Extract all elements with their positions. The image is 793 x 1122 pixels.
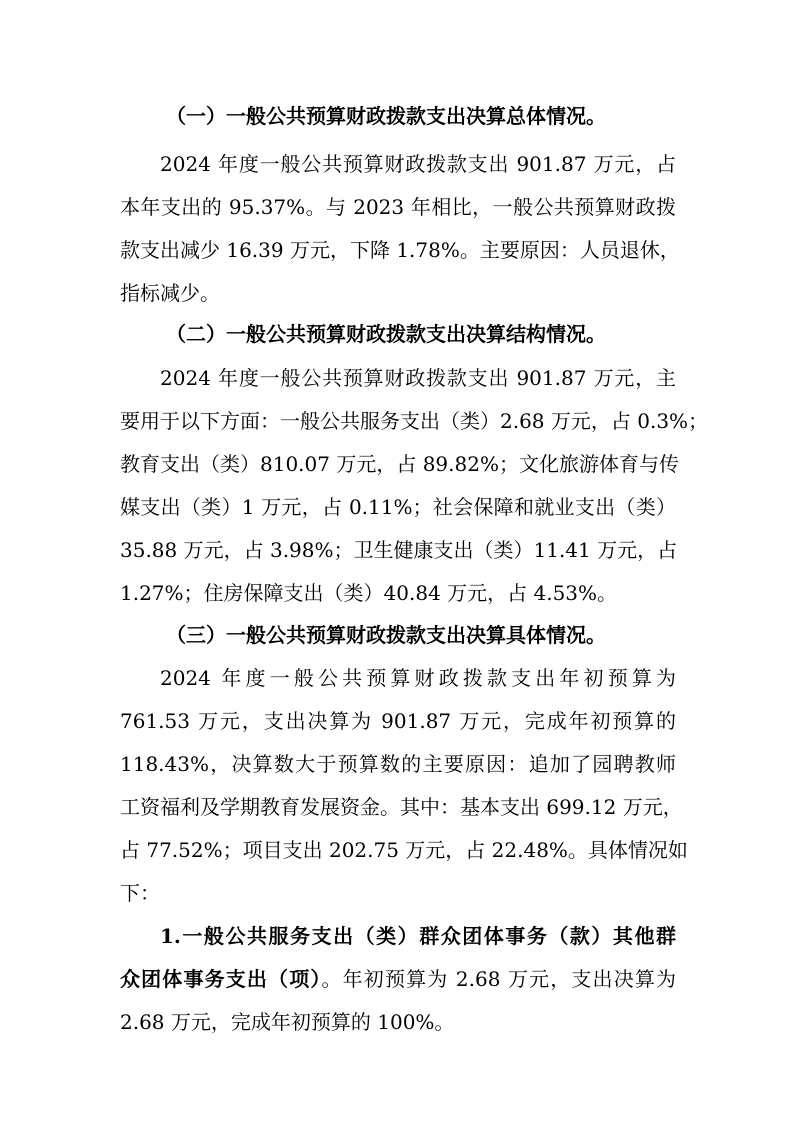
item-heading-tail: 众团体事务支出（项）: [120, 967, 322, 991]
section-heading-3: （三）一般公共预算财政拨款支出决算具体情况。: [166, 623, 606, 647]
item-heading-line: 1.一般公共服务支出（类）群众团体事务（款）其他群: [160, 924, 676, 948]
section-heading-2: （二）一般公共预算财政拨款支出决算结构情况。: [166, 322, 606, 346]
paragraph-line: 35.88 万元，占 3.98%；卫生健康支出（类）11.41 万元，占: [120, 538, 678, 562]
paragraph-line: 款支出减少 16.39 万元，下降 1.78%。主要原因：人员退休，: [120, 238, 680, 262]
section-heading-1: （一）一般公共预算财政拨款支出决算总体情况。: [166, 104, 606, 128]
paragraph-line: 761.53 万元，支出决算为 901.87 万元，完成年初预算的: [120, 709, 676, 733]
paragraph-line: 2.68 万元，完成年初预算的 100%。: [120, 1010, 455, 1034]
item-text: 。年初预算为 2.68 万元，支出决算为: [321, 967, 676, 991]
paragraph-line: 118.43%，决算数大于预算数的主要原因：追加了园聘教师: [120, 752, 676, 776]
paragraph-line: 2024 年度一般公共预算财政拨款支出 901.87 万元，主: [160, 366, 676, 390]
paragraph-line: 工资福利及学期教育发展资金。其中：基本支出 699.12 万元，: [120, 795, 683, 819]
paragraph-line: 1.27%；住房保障支出（类）40.84 万元，占 4.53%。: [120, 581, 618, 605]
paragraph-line: 指标减少。: [120, 281, 220, 305]
paragraph-line: 要用于以下方面：一般公共服务支出（类）2.68 万元，占 0.3%；: [120, 409, 709, 433]
paragraph-line: 教育支出（类）810.07 万元，占 89.82%；文化旅游体育与传: [120, 452, 679, 476]
item-mixed-line: [120, 967, 676, 991]
paragraph-line: 2024 年度一般公共预算财政拨款支出年初预算为: [160, 666, 676, 690]
paragraph-line: 媒支出（类）1 万元，占 0.11%；社会保障和就业支出（类）: [120, 495, 676, 519]
paragraph-line: 占 77.52%；项目支出 202.75 万元，占 22.48%。具体情况如: [120, 838, 688, 862]
paragraph-line: 下：: [120, 881, 160, 905]
paragraph-line: 本年支出的 95.37%。与 2023 年相比，一般公共预算财政拨: [120, 195, 676, 219]
paragraph-line: 2024 年度一般公共预算财政拨款支出 901.87 万元，占: [160, 152, 676, 176]
